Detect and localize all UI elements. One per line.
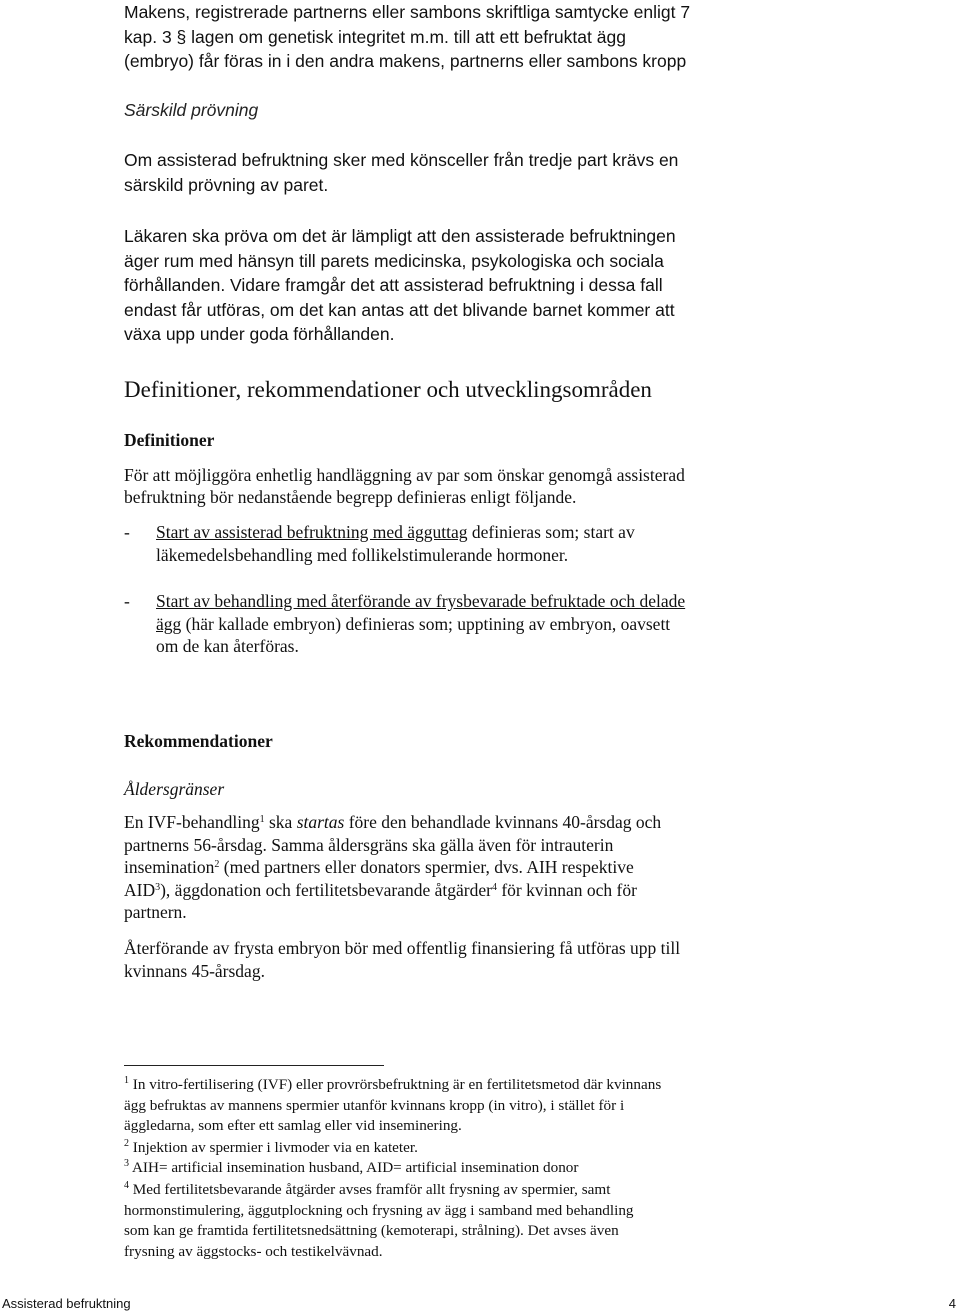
text-run: före den behandlade kvinnans 40-årsdag och — [344, 812, 662, 832]
footnote-4-line-3: som kan ge framtida fertilitetsnedsättning (kemoterapi, strålning). Det avses även — [124, 1222, 619, 1239]
age-limits-line-1 — [124, 811, 844, 834]
footnote-separator — [124, 1065, 384, 1066]
footnote-4 — [124, 1180, 804, 1262]
footnote-3 — [124, 1158, 804, 1179]
consent-line-3: (embryo) får föras in i den andra makens, partnerns eller sambons kropp — [124, 51, 687, 71]
text-run: In vitro-fertilisering (IVF) eller provrörsbefruktning är en fertilitetsmetod där kvinnans — [129, 1076, 662, 1093]
special-review-line-1: Om assisterad befruktning sker med könsceller från tredje part krävs en — [124, 150, 679, 170]
frozen-embryo-paragraph — [124, 937, 844, 982]
special-review-heading: Särskild prövning — [124, 100, 259, 120]
age-limits-line-2: partnerns 56-årsdag. Samma åldersgräns ska gälla även för intrauterin — [124, 834, 614, 855]
special-review-line-2: särskild prövning av paret. — [124, 174, 329, 195]
age-limits-heading: Åldersgränser — [124, 779, 225, 799]
text-run: Injektion av spermier i livmoder via en kateter. — [129, 1139, 418, 1156]
age-limits-paragraph — [124, 811, 844, 924]
consent-paragraph — [124, 0, 824, 74]
startas-emphasis: startas — [296, 812, 345, 832]
footnote-1-line-2: ägg befruktas av mannens spermier utanför kvinnans kropp (in vitro), i stället för i — [124, 1096, 625, 1114]
doctor-review-line-2: äger rum med hänsyn till parets medicinska, psykologiska och sociala — [124, 250, 664, 271]
definition-item-1-line-2: läkemedelsbehandling med follikelstimulerande hormoner. — [156, 544, 569, 565]
footnote-1 — [124, 1075, 804, 1137]
frozen-embryo-line-1: Återförande av frysta embryon bör med offentlig finansiering få utföras upp till — [124, 938, 681, 958]
footnote-ref-2: 2 — [214, 859, 220, 870]
frozen-embryo-line-2: kvinnans 45-årsdag. — [124, 960, 265, 981]
age-limits-line-5: partnern. — [124, 902, 187, 922]
special-review-paragraph — [124, 148, 824, 197]
definition-item-2-text — [156, 590, 796, 658]
doctor-review-line-1: Läkaren ska pröva om det är lämpligt att den assisterade befruktningen — [124, 226, 676, 246]
definitions-intro — [124, 464, 884, 508]
definition-item-2-line-3: om de kan återföras. — [156, 636, 299, 656]
section-title: Definitioner, rekommendationer och utvecklingsområden — [124, 377, 652, 402]
footnote-4-line-1 — [124, 1180, 804, 1201]
recommendations-heading: Rekommendationer — [124, 731, 273, 751]
text-run: (med partners eller donators spermier, dvs. AIH respektive — [219, 857, 634, 877]
footnote-2-number: 2 — [124, 1138, 129, 1149]
age-limits-line-4 — [124, 879, 844, 902]
footnote-4-number: 4 — [124, 1180, 129, 1191]
text-run: insemination — [124, 857, 215, 877]
footnote-ref-1: 1 — [259, 814, 265, 825]
text-run: ska — [264, 812, 297, 832]
definitions-heading: Definitioner — [124, 430, 215, 450]
footnote-4-line-4: frysning av äggstocks- och testikelvävnad. — [124, 1242, 383, 1260]
text-run: En IVF-behandling — [124, 812, 260, 832]
doctor-review-line-4: endast får utföras, om det kan antas att det blivande barnet kommer att — [124, 299, 675, 320]
text-run: AIH= artificial insemination husband, AID= artificial insemination donor — [129, 1159, 579, 1176]
footnote-ref-4: 4 — [491, 881, 497, 893]
doctor-review-line-5: växa upp under goda förhållanden. — [124, 324, 395, 344]
definition-term-2: Start av behandling med återförande av frysbevarade befruktade och delade — [156, 591, 686, 611]
consent-line-1: Makens, registrerade partnerns eller sambons skriftliga samtycke enligt 7 — [124, 2, 691, 22]
footnote-3-number: 3 — [124, 1158, 129, 1169]
age-limits-line-3 — [124, 856, 844, 879]
definition-term-1: Start av assisterad befruktning med ägguttag — [156, 522, 468, 542]
list-dash: - — [124, 591, 130, 611]
page-number: 4 — [948, 1296, 956, 1311]
consent-line-2: kap. 3 § lagen om genetisk integritet m.m. till att ett befruktat ägg — [124, 26, 626, 47]
text-run: ), äggdonation och fertilitetsbevarande åtgärder — [160, 879, 492, 900]
footnote-1-line-1 — [124, 1075, 804, 1096]
footer-title: Assisterad befruktning — [2, 1296, 131, 1311]
definitions-intro-line-2: befruktning bör nedanstående begrepp definieras enligt följande. — [124, 487, 577, 507]
text-run: AID — [124, 879, 156, 900]
definition-term-2-cont: ägg — [156, 613, 182, 634]
footnote-1-number: 1 — [124, 1075, 129, 1086]
definition-item-1-text — [156, 521, 796, 566]
footnote-2 — [124, 1138, 804, 1159]
footnote-1-line-3: äggledarna, som efter ett samlag eller vid inseminering. — [124, 1117, 462, 1134]
footnote-ref-3: 3 — [155, 881, 161, 893]
doctor-review-paragraph — [124, 224, 824, 347]
text-run: för kvinnan och för — [496, 879, 637, 900]
text-run: Med fertilitetsbevarande åtgärder avses framför allt frysning av spermier, samt — [129, 1181, 611, 1198]
definition-item-2-rest: (här kallade embryon) definieras som; upptining av embryon, oavsett — [181, 613, 671, 634]
list-dash: - — [124, 522, 130, 542]
footnote-4-line-2: hormonstimulering, äggutplockning och frysning av ägg i samband med behandling — [124, 1201, 634, 1219]
doctor-review-line-3: förhållanden. Vidare framgår det att assisterad befruktning i dessa fall — [124, 275, 663, 295]
definitions-intro-line-1: För att möjliggöra enhetlig handläggning av par som önskar genomgå assisterad — [124, 465, 685, 485]
definition-item-1-rest: definieras som; start av — [467, 522, 635, 542]
